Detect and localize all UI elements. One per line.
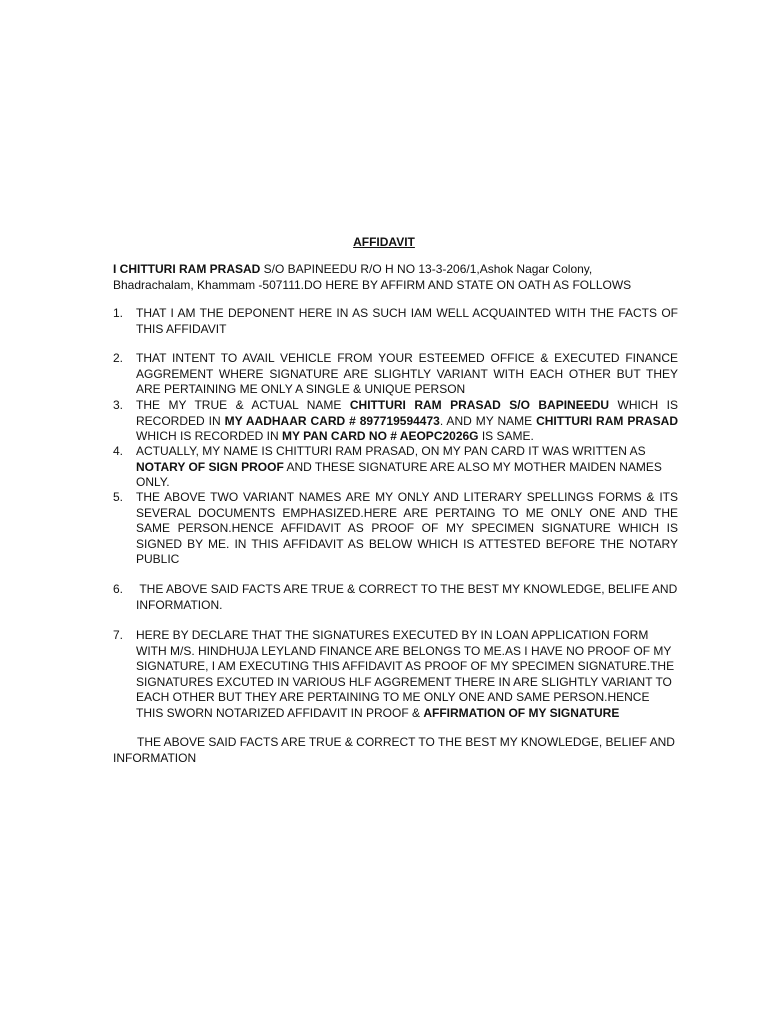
item-text: THAT I AM THE DEPONENT HERE IN AS SUCH IAM WELL ACQUAINTED WITH THE FACTS OF THIS AFFIDAVIT (136, 306, 678, 336)
item-number: 1. (113, 306, 124, 320)
item-text-bold: AFFIRMATION OF MY SIGNATURE (423, 705, 620, 720)
item-text-part: ACTUALLY, MY NAME IS CHITTURI RAM PRASAD, ON MY PAN CARD IT WAS WRITTEN AS (136, 444, 646, 458)
list-item (113, 398, 678, 445)
item-text: THAT INTENT TO AVAIL VEHICLE FROM YOUR ESTEEMED OFFICE & EXECUTED FINANCE AGGREMENT WHERE SIGNATURE ARE SLIGHTLY VARIANT WITH EACH OTHER BUT THEY ARE PERTAINING ME ONLY A SINGLE & UNIQUE PERSON (136, 351, 678, 396)
item-text (136, 628, 678, 721)
item-number: 7. (113, 628, 124, 642)
item-text-bold: MY PAN CARD NO # AEOPC2026G (282, 429, 479, 443)
document-title: AFFIDAVIT (353, 235, 415, 249)
item-text: THE ABOVE TWO VARIANT NAMES ARE MY ONLY AND LITERARY SPELLINGS FORMS & ITS SEVERAL DOCUMENTS EMPHASIZED.HERE ARE PERTAING TO ME ONLY ONE AND THE SAME PERSON.HENCE AFFIDAVIT AS PROOF OF MY SPECIMEN SIGNATURE WHICH IS SIGNED BY ME. IN THIS AFFIDAVIT AS BELOW WHICH IS ATTESTED BEFORE THE NOTARY PUBLIC (136, 490, 678, 566)
item-number: 4. (113, 444, 124, 458)
item-text-part: HERE BY DECLARE THAT THE SIGNATURES EXECUTED BY IN LOAN APPLICATION FORM WITH M/S. HINDHUJA LEYLAND FINANCE ARE BELONGS TO ME.AS I HAVE NO PROOF OF MY SIGNATURE, I AM EXECUTING THIS AFFIDAVIT AS PROOF OF MY SPECIMEN SIGNATURE.THE SIGNATURES EXCUTED IN VARIOUS HLF AGGREMENT THERE IN ARE SLIGHTLY VARIANT TO EACH OTHER BUT THEY ARE PERTAINING TO ME ONLY ONE AND SAME PERSON.HENCE THIS SWORN NOTARIZED AFFIDAVIT IN PROOF & (136, 628, 675, 720)
list-item (113, 582, 681, 613)
deponent-name: I CHITTURI RAM PRASAD (113, 262, 261, 276)
item-text-part: AND THESE SIGNATURE ARE ALSO MY MOTHER MAIDEN NAMES ONLY. (136, 459, 662, 489)
item-text: THE ABOVE SAID FACTS ARE TRUE & CORRECT TO THE BEST MY KNOWLEDGE, BELIFE AND INFORMATION. (136, 582, 681, 612)
item-text-part: WHICH IS RECORDED IN (136, 398, 678, 428)
list-item (113, 490, 678, 568)
item-text (136, 444, 678, 491)
item-text-part: IS SAME. (478, 429, 534, 443)
list-item (113, 444, 678, 491)
intro-paragraph (113, 262, 673, 293)
item-text-bold: CHITTURI RAM PRASAD (536, 413, 678, 428)
item-number: 3. (113, 398, 124, 412)
list-item (113, 306, 678, 337)
closing-text: THE ABOVE SAID FACTS ARE TRUE & CORRECT TO THE BEST MY KNOWLEDGE, BELIEF AND INFORMATION (113, 735, 675, 765)
intro-text: S/O BAPINEEDU R/O H NO 13-3-206/1,Ashok Nagar Colony, Bhadrachalam, Khammam -507111.DO HERE BY AFFIRM AND STATE ON OATH AS FOLLOWS (113, 262, 632, 292)
item-text-part: THE MY TRUE & ACTUAL NAME (136, 398, 350, 412)
item-text-bold: CHITTURI RAM PRASAD S/O BAPINEEDU (349, 398, 610, 412)
item-number: 6. (113, 582, 124, 596)
closing-statement (113, 735, 683, 766)
list-item (113, 628, 678, 721)
list-item (113, 351, 678, 398)
item-text (136, 398, 678, 445)
item-text-bold: MY AADHAAR CARD # 897719594473 (224, 413, 440, 428)
item-number: 5. (113, 490, 124, 504)
item-text-part: WHICH IS RECORDED IN (136, 429, 283, 443)
item-text-part: . AND MY NAME (439, 413, 537, 428)
item-text-bold: NOTARY OF SIGN PROOF (136, 459, 284, 474)
item-number: 2. (113, 351, 124, 365)
